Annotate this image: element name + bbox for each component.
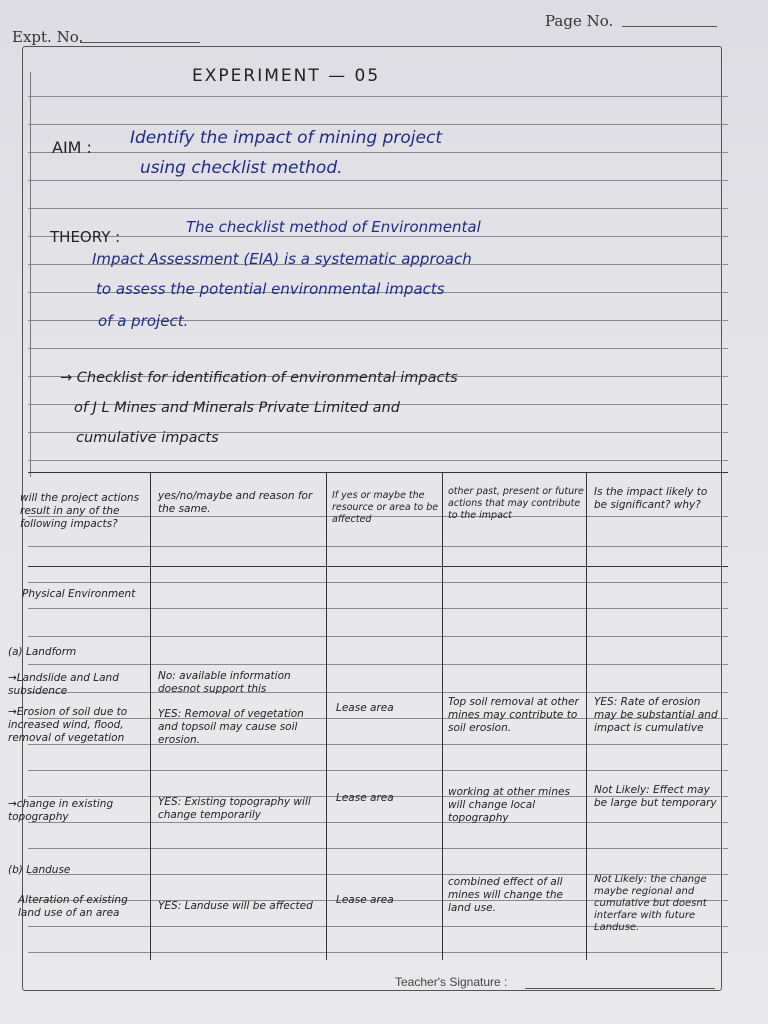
row4-other: combined effect of all mines will change the land use. [448,876,563,914]
table-header-impact: will the project actions result in any of the following impacts? [20,492,140,530]
table-column-divider [150,472,151,960]
ruled-line [28,96,728,97]
row2-answer: YES: Removal of vegetation and topsoil may cause soil erosion. [158,708,304,746]
ruled-line [28,348,728,349]
teacher-signature-label: Teacher's Signature : [395,975,508,989]
row2-area: Lease area [336,702,394,714]
table-header-significance: Is the impact likely to be significant? why? [594,486,708,511]
row4-impact: Alteration of existing land use of an area [18,894,128,919]
table-line [28,608,728,609]
row2-impact: →Erosion of soil due to increased wind, flood, removal of vegetation [8,706,128,744]
aim-line-1: Identify the impact of mining project [130,128,443,148]
table-line [28,566,728,567]
teacher-signature-line [525,988,715,989]
table-line [28,472,728,473]
row4-area: Lease area [336,894,394,906]
table-line [28,546,728,547]
theory-line-4: of a project. [98,312,189,330]
ruled-line [28,236,728,237]
checklist-line-2: of J L Mines and Minerals Private Limited and [74,400,400,416]
section-landuse: (b) Landuse [8,864,71,876]
table-line [28,848,728,849]
row2-significance: YES: Rate of erosion may be substantial and impact is cumulative [594,696,718,734]
row4-significance: Not Likely: the change maybe regional and cumulative but doesnt interfare with future Landuse. [594,874,707,933]
table-header-answer: yes/no/maybe and reason for the same. [158,490,313,515]
theory-line-1: The checklist method of Environmental [186,218,481,236]
ruled-line [28,152,728,153]
row3-other: working at other mines will change local topography [448,786,570,824]
table-header-other: other past, present or future actions that may contribute to the impact [448,486,584,521]
checklist-line-1: → Checklist for identification of environmental impacts [60,370,458,386]
aim-line-2: using checklist method. [140,158,343,178]
table-line [28,582,728,583]
table-line [28,636,728,637]
expt-no-line [80,42,200,43]
theory-line-2: Impact Assessment (EIA) is a systematic approach [92,250,472,268]
expt-no-label: Expt. No. [12,28,84,46]
table-column-divider [442,472,443,960]
row1-answer: No: available information doesnot support this [158,670,291,695]
checklist-line-3: cumulative impacts [76,430,219,446]
row3-impact: →change in existing topography [8,798,114,823]
row3-area: Lease area [336,792,394,804]
ruled-line [28,208,728,209]
section-landform: (a) Landform [8,646,77,658]
row2-other: Top soil removal at other mines may contribute to soil erosion. [448,696,579,734]
page-no-line [622,26,717,27]
section-physical: Physical Environment [22,588,136,600]
table-header-area: If yes or maybe the resource or area to be affected [332,490,439,525]
table-column-divider [586,472,587,960]
ruled-line [28,180,728,181]
margin-line [30,72,31,477]
row1-impact: →Landslide and Land subsidence [8,672,119,697]
ruled-line [28,124,728,125]
table-line [28,664,728,665]
table-column-divider [326,472,327,960]
table-line [28,770,728,771]
ruled-line [28,460,728,461]
table-line [28,952,728,953]
page-no-label: Page No. [545,12,614,30]
theory-label: THEORY : [50,228,121,246]
page-title: EXPERIMENT — 05 [192,66,381,86]
row4-answer: YES: Landuse will be affected [158,900,313,912]
aim-label: AIM : [52,138,92,157]
theory-line-3: to assess the potential environmental impacts [96,280,445,298]
row3-answer: YES: Existing topography will change temporarily [158,796,311,821]
row3-significance: Not Likely: Effect may be large but temporary [594,784,717,809]
